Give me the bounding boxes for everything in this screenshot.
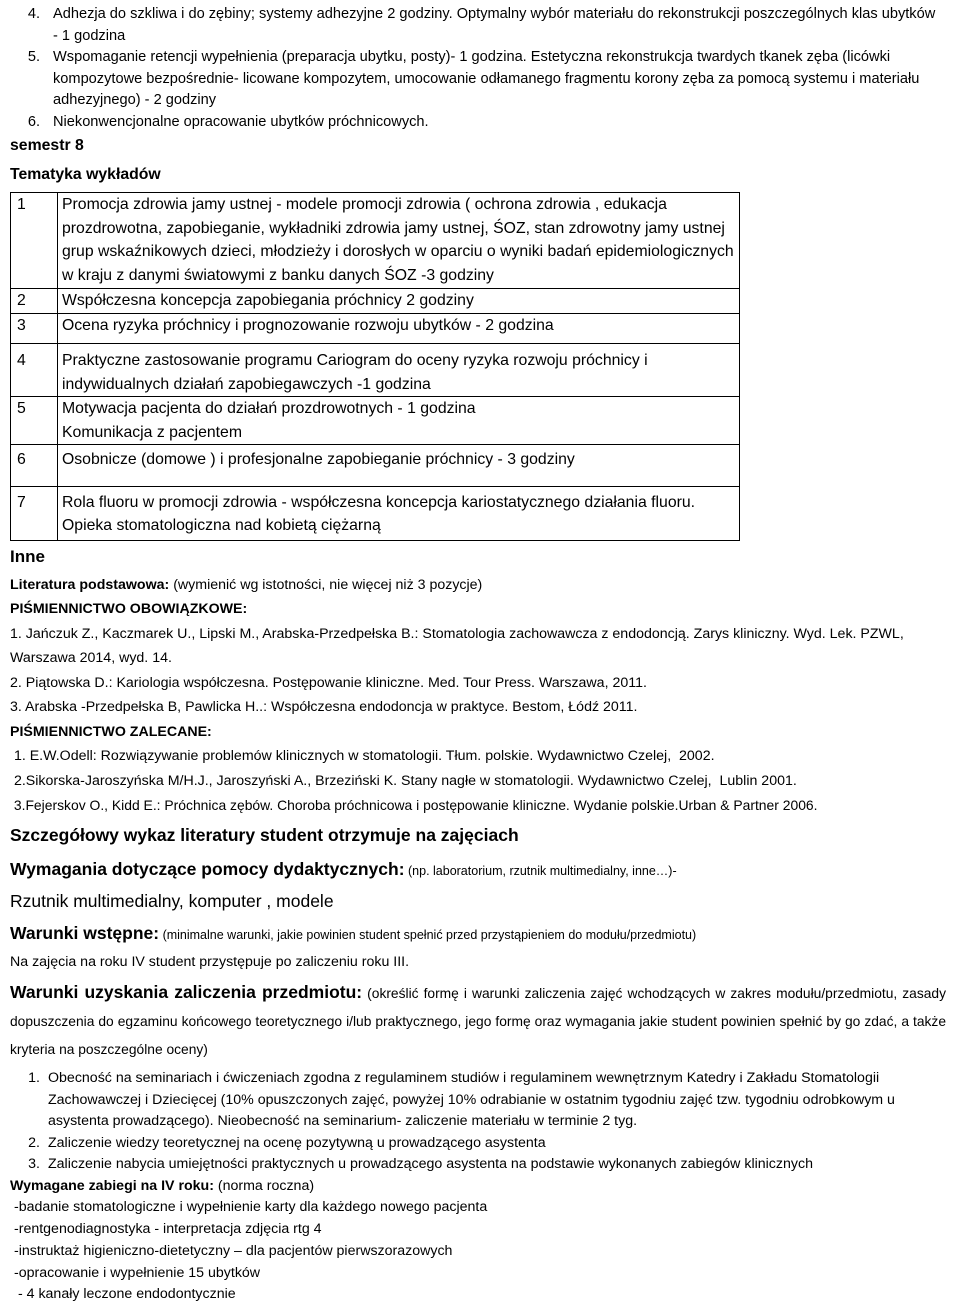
lecture-num: 5 <box>11 397 58 445</box>
credit-items <box>0 1068 960 1176</box>
lecture-text: Praktyczne zastosowanie programu Cariogram do oceny ryzyka rozwoju próchnicy i indywidualnych działań zapobiegawczych -1 godzina <box>58 344 740 397</box>
procedure-item: - 4 kanały leczone endodontycznie <box>14 1286 236 1303</box>
list-item: 2. Zaliczenie wiedzy teoretycznej na ocenę pozytywną u prowadzącego asystenta <box>28 1134 546 1151</box>
table-row <box>11 486 740 540</box>
lecture-text: Współczesna koncepcja zapobiegania próchnicy 2 godziny <box>58 289 740 314</box>
mandatory-ref: 3. Arabska -Przedpełska B, Pawlicka H..: Współczesna endodoncja w praktyce. Bestom, Łódź 2011. <box>10 699 638 715</box>
procedure-item: -instruktaż higieniczno-dietetyczny – dla pacjentów pierwszorazowych <box>14 1242 453 1259</box>
aids-value: Rzutnik multimedialny, komputer , modele <box>10 890 334 911</box>
recommended-ref: 1. E.W.Odell: Rozwiązywanie problemów klinicznych w stomatologii. Tłum. polskie. Wydawnictwo Czelej, 2002. <box>10 748 715 764</box>
table-row <box>11 344 740 397</box>
procedure-item: -badanie stomatologiczne i wypełnienie karty dla każdego nowego pacjenta <box>14 1199 488 1216</box>
lecture-num: 1 <box>11 193 58 289</box>
procedures-line: Wymagane zabiegi na IV roku: (norma roczna) <box>10 1177 315 1194</box>
table-row <box>11 289 740 314</box>
semester-heading: semestr 8 <box>10 137 84 154</box>
list-item: 3. Zaliczenie nabycia umiejętności praktycznych u prowadzącego asystenta na podstawie wykonanych zabiegów klinicznych <box>28 1156 813 1172</box>
lecture-text: Osobnicze (domowe ) i profesjonalne zapobieganie próchnicy - 3 godziny <box>58 445 740 487</box>
table-row <box>11 397 740 445</box>
table-row <box>11 193 740 289</box>
aids-line: Wymagania dotyczące pomocy dydaktycznych: (np. laboratorium, rzutnik multimedialny, inne…)- <box>10 858 677 879</box>
lecture-text: Promocja zdrowia jamy ustnej - modele promocji zdrowia ( ochrona zdrowia , edukacja prozdrowotna, zapobieganie, wykładniki zdrowia jamy ustnej, ŚOZ, stan zdrowotny jamy ustnej grup wskaźnikowych dzieci, młodzieży i dorosłych w oparciu o wyniki badań epidemiologicznych w kraju z danymi światowymi z banku danych ŚOZ -3 godziny <box>58 193 740 289</box>
lecture-text: Ocena ryzyka próchnicy i prognozowanie rozwoju ubytków - 2 godzina <box>58 313 740 344</box>
list-item: 4. Adhezja do szkliwa i do zębiny; systemy adhezyjne 2 godziny. Optymalny wybór materiału do rekonstrukcji poszczególnych klas ubytków - 1 godzina <box>27 6 936 44</box>
recommended-ref: 2.Sikorska-Jaroszyńska M/H.J., Jaroszyński A., Brzeziński K. Stany nagłe w stomatologii. Wydawnictwo Czelej, Lublin 2001. <box>10 772 797 789</box>
detail-literature: Szczegółowy wykaz literatury student otrzymuje na zajęciach <box>10 824 519 845</box>
procedure-item: -opracowanie i wypełnienie 15 ubytków <box>14 1264 261 1281</box>
mandatory-heading: PIŚMIENNICTWO OBOWIĄZKOWE: <box>10 601 248 617</box>
procedure-item: -rentgenodiagnostyka - interpretacja zdjęcia rtg 4 <box>14 1221 322 1238</box>
mandatory-ref: 2. Piątowska D.: Kariologia współczesna. Postępowanie kliniczne. Med. Tour Press. Warszawa, 2011. <box>10 674 647 691</box>
mandatory-ref: 1. Jańczuk Z., Kaczmarek U., Lipski M., Arabska-Przedpełska B.: Stomatologia zachowawcza z endodoncją. Zarys kliniczny. Wyd. Lek. PZWL, Warszawa 2014, wyd. 14. <box>10 625 904 666</box>
table-row <box>11 313 740 344</box>
prereq-line: Warunki wstępne: (minimalne warunki, jakie powinien student spełnić przed przystąpieniem do modułu/przedmiotu) <box>10 922 697 943</box>
prereq-value: Na zajęcia na roku IV student przystępuje po zaliczeniu roku III. <box>10 953 410 970</box>
lecture-num: 6 <box>11 445 58 487</box>
recommended-ref: 3.Fejerskov O., Kidd E.: Próchnica zębów. Choroba próchnicowa i postępowanie kliniczne. Wydanie polskie.Urban & Partner 2006. <box>10 797 818 813</box>
lecture-text: Motywacja pacjenta do działań prozdrowotnych - 1 godzina Komunikacja z pacjentem <box>58 397 740 445</box>
list-item: 1. Obecność na seminariach i ćwiczeniach zgodna z regulaminem studiów i regulaminem wewnętrznym Katedry i Zakładu Stomatologii Zachowawczej i Dziecięcej (10% opuszczonych zajęć, powyżej 10% odrabianie w ostatnim tygodniu zajęć tzw. tygodniu odrobkowym u asystenta prowadzącego). Nieobecność na seminarium- zaliczenie materiału w terminie 2 tyg. <box>28 1070 895 1129</box>
recommended-heading: PIŚMIENNICTWO ZALECANE: <box>10 723 212 740</box>
lecture-text: Rola fluoru w promocji zdrowia - współczesna koncepcja kariostatycznego działania fluoru. Opieka stomatologiczna nad kobietą ciężarną <box>58 486 740 540</box>
list-item: 6. Niekonwencjonalne opracowanie ubytków próchnicowych. <box>27 113 429 130</box>
credit-conditions: Warunki uzyskania zaliczenia przedmiotu: (określić formę i warunki zaliczenia zajęć wchodzących w zakres modułu/przedmiotu, zasady dopuszczenia do egzaminu końcowego teoretycznego i/lub praktycznego, jego formę oraz wymagania jakie student powinien spełnić by go zdać, a także kryteria na poszczególne oceny) <box>10 982 947 1057</box>
literature-line: Literatura podstawowa: (wymienić wg istotności, nie więcej niż 3 pozycje) <box>10 576 483 593</box>
top-list <box>0 4 960 133</box>
lecture-num: 7 <box>11 486 58 540</box>
lecture-num: 4 <box>11 344 58 397</box>
lecture-num: 3 <box>11 313 58 344</box>
lecture-num: 2 <box>11 289 58 314</box>
list-item: 5. Wspomaganie retencji wypełnienia (preparacja ubytku, posty)- 1 godzina. Estetyczna rekonstrukcja twardych tkanek zęba (licówki kompozytowe bezpośrednie- licowane kompozytem, umocowanie odłamanego fragmentu korony zęba za pomocą systemu i materiału adhezyjnego) - 2 godziny <box>27 49 920 108</box>
table-row <box>11 445 740 487</box>
topics-heading: Tematyka wykładów <box>10 166 161 183</box>
other-heading: Inne <box>10 546 45 566</box>
lectures-table <box>10 192 740 541</box>
